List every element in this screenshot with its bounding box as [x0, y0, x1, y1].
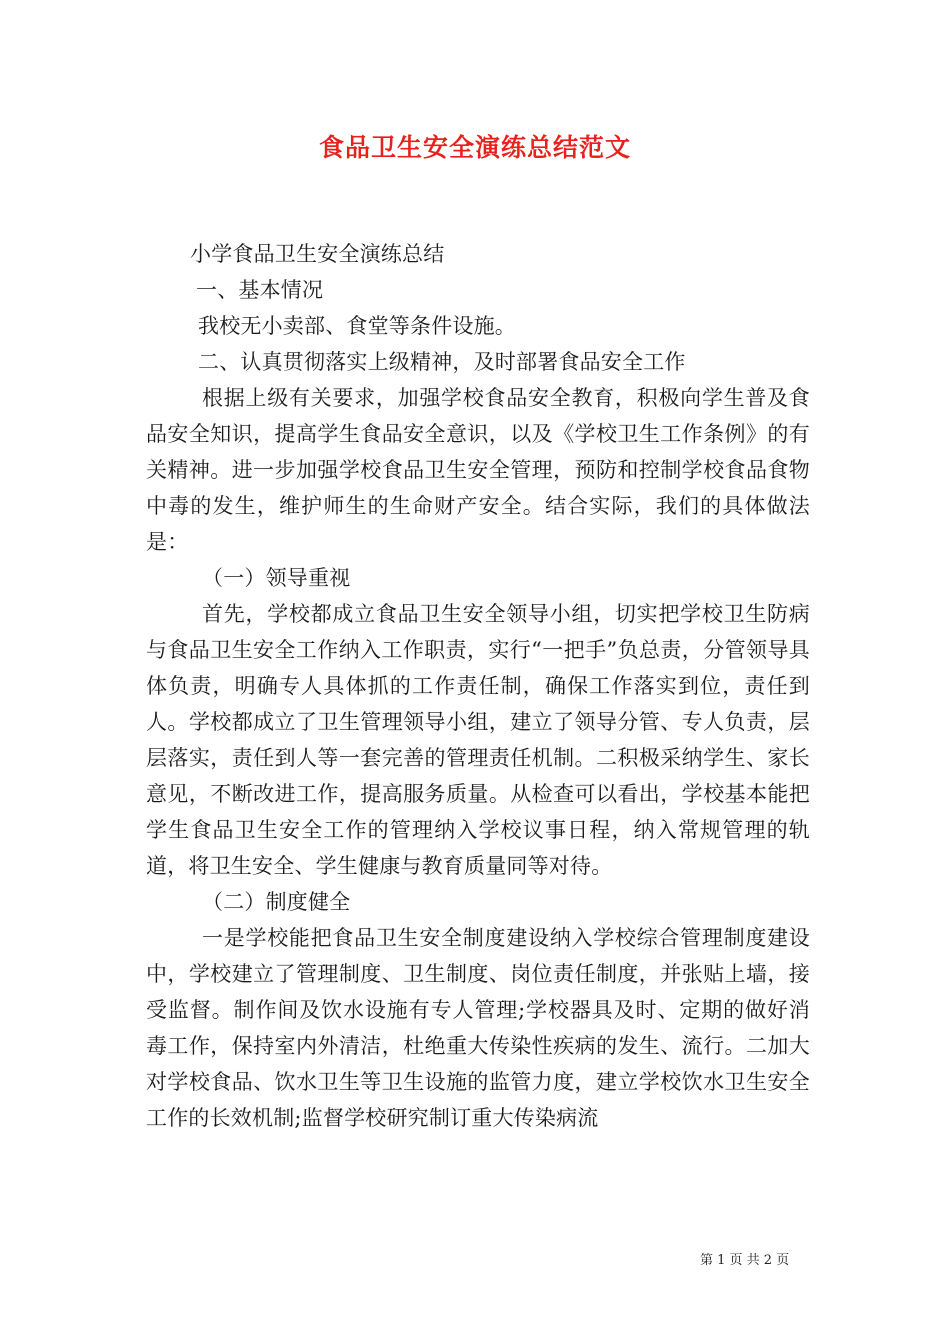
subsection-heading: （一）领导重视: [202, 566, 351, 590]
page-number: 第 1 页 共 2 页: [700, 1253, 790, 1268]
paragraph: 一是学校能把食品卫生安全制度建设纳入学校综合管理制度建设中，学校建立了管理制度、卫生制度、岗位责任制度，并张贴上墙，接受监督。制作间及饮水设施有专人管理;学校器具及时、定期的做好消毒工作，保持室内外清洁，杜绝重大传染性疾病的发生、流行。二加大对学校食品、饮水卫生等卫生设施的监管力度，建立学校饮水卫生安全工作的长效机制;监督学校研究制订重大传染病流: [146, 926, 810, 1130]
subsection-heading: （二）制度健全: [202, 890, 351, 914]
section-heading: 二、认真贯彻落实上级精神，及时部署食品安全工作: [198, 350, 686, 374]
paragraph: 我校无小卖部、食堂等条件设施。: [198, 314, 516, 338]
document-body: [146, 236, 810, 1136]
paragraph: 根据上级有关要求，加强学校食品安全教育，积极向学生普及食品安全知识，提高学生食品安全意识，以及《学校卫生工作条例》的有关精神。进一步加强学校食品卫生安全管理，预防和控制学校食品食物中毒的发生，维护师生的生命财产安全。结合实际，我们的具体做法是：: [146, 386, 810, 554]
paragraph: 小学食品卫生安全演练总结: [190, 242, 445, 266]
document-title: 食品卫生安全演练总结范文: [318, 133, 631, 162]
paragraph: 首先，学校都成立食品卫生安全领导小组，切实把学校卫生防病与食品卫生安全工作纳入工作职责，实行“一把手”负总责，分管领导具体负责，明确专人具体抓的工作责任制，确保工作落实到位，责任到人。学校都成立了卫生管理领导小组，建立了领导分管、专人负责，层层落实，责任到人等一套完善的管理责任机制。二积极采纳学生、家长意见，不断改进工作，提高服务质量。从检查可以看出，学校基本能把学生食品卫生安全工作的管理纳入学校议事日程，纳入常规管理的轨道，将卫生安全、学生健康与教育质量同等对待。: [146, 602, 810, 878]
section-heading: 一、基本情况: [196, 278, 324, 302]
